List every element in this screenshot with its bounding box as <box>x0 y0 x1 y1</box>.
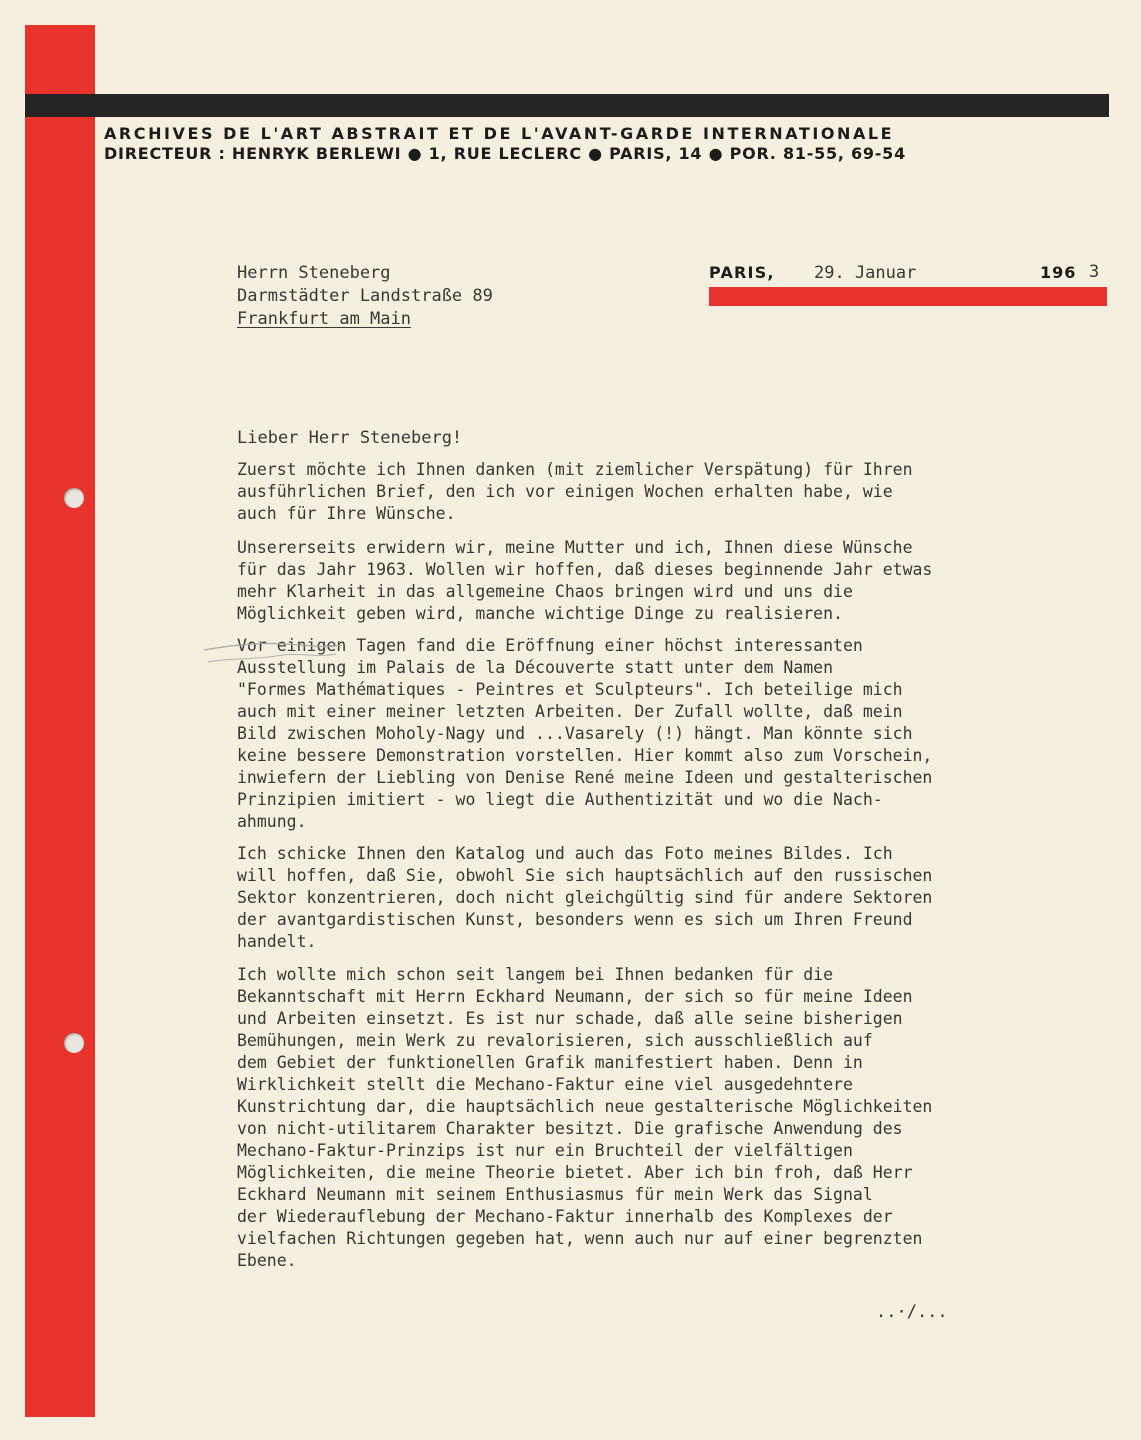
text-line: auch für Ihre Wünsche. <box>237 504 456 523</box>
text-line: Ich wollte mich schon seit langem bei Ihnen bedanken für die <box>237 965 834 984</box>
text-line: Kunstrichtung dar, die hauptsächlich neue gestalterische Möglichkeiten <box>237 1097 933 1116</box>
text-line: Möglichkeit geben wird, manche wichtige Dinge zu realisieren. <box>237 604 843 623</box>
text-line: auch mit einer meiner letzten Arbeiten. Der Zufall wollte, daß mein <box>237 702 903 721</box>
text-line: Möglichkeiten, die meine Theorie bietet. Aber ich bin froh, daß Herr <box>237 1163 913 1182</box>
text-line: und Arbeiten einsetzt. Es ist nur schade, daß alle seine bisherigen <box>237 1009 903 1028</box>
text-line: "Formes Mathématiques - Peintres et Sculpteurs". Ich beteilige mich <box>237 680 903 699</box>
letterhead-black-bar <box>25 94 1109 117</box>
paragraph-wishes <box>237 537 932 625</box>
text-line: mehr Klarheit in das allgemeine Chaos bringen wird und uns die <box>237 582 853 601</box>
text-line: Bild zwischen Moholy-Nagy und ...Vasarely (!) hängt. Man könnte sich <box>237 724 913 743</box>
text-line: Zuerst möchte ich Ihnen danken (mit ziemlicher Verspätung) für Ihren <box>237 460 913 479</box>
text-line: ausführlichen Brief, den ich vor einigen Wochen erhalten habe, wie <box>237 482 893 501</box>
text-line: keine bessere Demonstration vorstellen. Hier kommt also zum Vorschein, <box>237 746 933 765</box>
text-line: handelt. <box>237 932 317 951</box>
text-line: dem Gebiet der funktionellen Grafik manifestiert haben. Denn in <box>237 1053 863 1072</box>
recipient-city: Frankfurt am Main <box>237 309 411 329</box>
letterhead-title: ARCHIVES DE L'ART ABSTRAIT ET DE L'AVANT-GARDE INTERNATIONALE <box>104 124 895 143</box>
text-line: Unsererseits erwidern wir, meine Mutter und ich, Ihnen diese Wünsche <box>237 538 913 557</box>
continuation-marker: ..·/... <box>876 1302 948 1322</box>
recipient-name: Herrn Steneberg <box>237 263 391 283</box>
date-place-label: PARIS, <box>709 263 775 282</box>
salutation: Lieber Herr Steneberg! <box>237 428 463 448</box>
text-line: will hoffen, daß Sie, obwohl Sie sich hauptsächlich auf den russischen <box>237 866 933 885</box>
paragraph-neumann <box>237 964 932 1272</box>
text-line: Prinzipien imitiert - wo liegt die Authentizität und wo die Nach- <box>237 790 883 809</box>
text-line: Ich schicke Ihnen den Katalog und auch das Foto meines Bildes. Ich <box>237 844 893 863</box>
text-line: Mechano-Faktur-Prinzips ist nur ein Bruchteil der vielfältigen <box>237 1141 853 1160</box>
text-line: Ausstellung im Palais de la Découverte statt unter dem Namen <box>237 658 834 677</box>
paragraph-thanks <box>237 459 913 525</box>
text-line: von nicht-utilitarem Charakter besitzt. Die grafische Anwendung des <box>237 1119 903 1138</box>
text-line: ahmung. <box>237 812 307 831</box>
text-line: Wirklichkeit stellt die Mechano-Faktur eine viel ausgedehntere <box>237 1075 853 1094</box>
text-line: der avantgardistischen Kunst, besonders wenn es sich um Ihren Freund <box>237 910 913 929</box>
text-line: für das Jahr 1963. Wollen wir hoffen, daß dieses beginnende Jahr etwas <box>237 560 933 579</box>
punch-hole-icon <box>64 1033 84 1053</box>
date-year-typed: 3 <box>1089 262 1100 282</box>
recipient-street: Darmstädter Landstraße 89 <box>237 286 493 306</box>
text-line: der Wiederauflebung der Mechano-Faktur innerhalb des Komplexes der <box>237 1207 893 1226</box>
red-margin-stripe <box>25 25 95 1417</box>
text-line: inwiefern der Liebling von Denise René meine Ideen und gestalterischen <box>237 768 933 787</box>
text-line: Bemühungen, mein Werk zu revalorisieren, sich ausschließlich auf <box>237 1031 873 1050</box>
punch-hole-icon <box>64 488 84 508</box>
text-line: Vor einigen Tagen fand die Eröffnung einer höchst interessanten <box>237 636 863 655</box>
text-line: Ebene. <box>237 1251 297 1270</box>
text-line: Eckhard Neumann mit seinem Enthusiasmus für mein Werk das Signal <box>237 1185 873 1204</box>
date-red-bar <box>709 287 1107 306</box>
text-line: Bekanntschaft mit Herrn Eckhard Neumann, der sich so für meine Ideen <box>237 987 913 1006</box>
text-line: vielfachen Richtungen gegeben hat, wenn auch nur auf einer begrenzten <box>237 1229 923 1248</box>
text-line: Sektor konzentrieren, doch nicht gleichgültig sind für andere Sektoren <box>237 888 933 907</box>
date-day-month: 29. Januar <box>814 263 917 283</box>
letterhead-address: DIRECTEUR : HENRYK BERLEWI ● 1, RUE LECLERC ● PARIS, 14 ● POR. 81-55, 69-54 <box>104 144 906 163</box>
date-year-printed: 196 <box>1040 263 1077 282</box>
paragraph-catalogue <box>237 843 932 953</box>
pencil-annotation-icon <box>196 628 346 668</box>
